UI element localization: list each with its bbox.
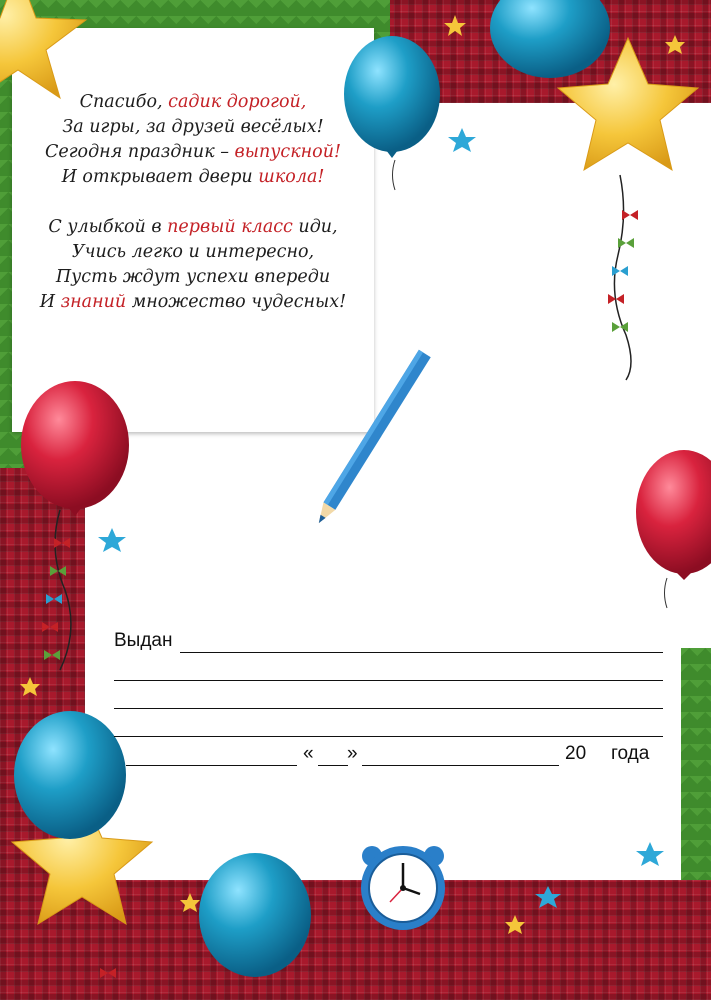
- star-icon: [448, 128, 476, 152]
- date-open-quote: «: [303, 743, 314, 764]
- bow-icon: [44, 650, 60, 660]
- poem-text: И: [39, 292, 61, 312]
- year-word: года: [611, 743, 650, 764]
- bow-icon: [100, 968, 116, 978]
- poem-text: С улыбкой в: [48, 217, 168, 237]
- bow-icon: [46, 594, 62, 604]
- balloon-blue-icon: [199, 853, 311, 977]
- issued-line[interactable]: [180, 652, 663, 653]
- star-icon: [535, 886, 561, 908]
- star-icon: [505, 915, 525, 934]
- star-balloon-icon: [0, 0, 86, 98]
- balloon-blue-icon: [14, 711, 126, 839]
- alarm-clock-icon: [361, 846, 445, 930]
- star-icon: [444, 15, 466, 36]
- poem-text: Пусть ждут успехи впереди: [55, 267, 331, 287]
- poem-highlight: выпускной!: [234, 142, 342, 162]
- balloon-blue-icon: [344, 36, 440, 158]
- poem-text: иди,: [292, 217, 338, 237]
- blank-line-2[interactable]: [114, 708, 663, 709]
- poem-highlight: школа!: [258, 167, 325, 187]
- bow-icon: [42, 622, 58, 632]
- star-string-right: [614, 175, 631, 380]
- bow-icon: [622, 210, 638, 220]
- pencil-icon: [313, 350, 431, 527]
- blank-line-1[interactable]: [114, 680, 663, 681]
- poem-highlight: садик дорогой,: [168, 92, 307, 112]
- star-icon: [636, 842, 664, 866]
- poem-highlight: знаний: [60, 292, 127, 312]
- star-icon: [98, 528, 126, 552]
- balloon-string-left: [55, 510, 71, 670]
- poem-text: И открывает двери: [61, 167, 259, 187]
- blank-line-3[interactable]: [114, 736, 663, 737]
- poem-text: За игры, за друзей весёлых!: [62, 117, 324, 137]
- balloon-blue-icon: [490, 0, 610, 78]
- bow-icon: [54, 538, 70, 548]
- poem-text: Сегодня праздник –: [44, 142, 235, 162]
- issued-label: Выдан: [114, 630, 173, 651]
- poem-text: Спасибо,: [79, 92, 169, 112]
- star-icon: [20, 677, 40, 696]
- date-close-quote: »: [347, 743, 358, 764]
- date-month-line[interactable]: [126, 765, 297, 766]
- star-icon: [665, 35, 685, 54]
- date-day-line[interactable]: [318, 765, 348, 766]
- balloon-red-icon: [21, 381, 129, 516]
- star-icon: [180, 893, 200, 912]
- date-extra-line[interactable]: [362, 765, 559, 766]
- poem-text: Учись легко и интересно,: [71, 242, 315, 262]
- poem-highlight: первый класс: [167, 217, 293, 237]
- balloon-red-icon: [636, 450, 711, 580]
- year-prefix: 20: [565, 743, 587, 764]
- poem-text: множество чудесных!: [126, 292, 347, 312]
- bow-icon: [612, 322, 628, 332]
